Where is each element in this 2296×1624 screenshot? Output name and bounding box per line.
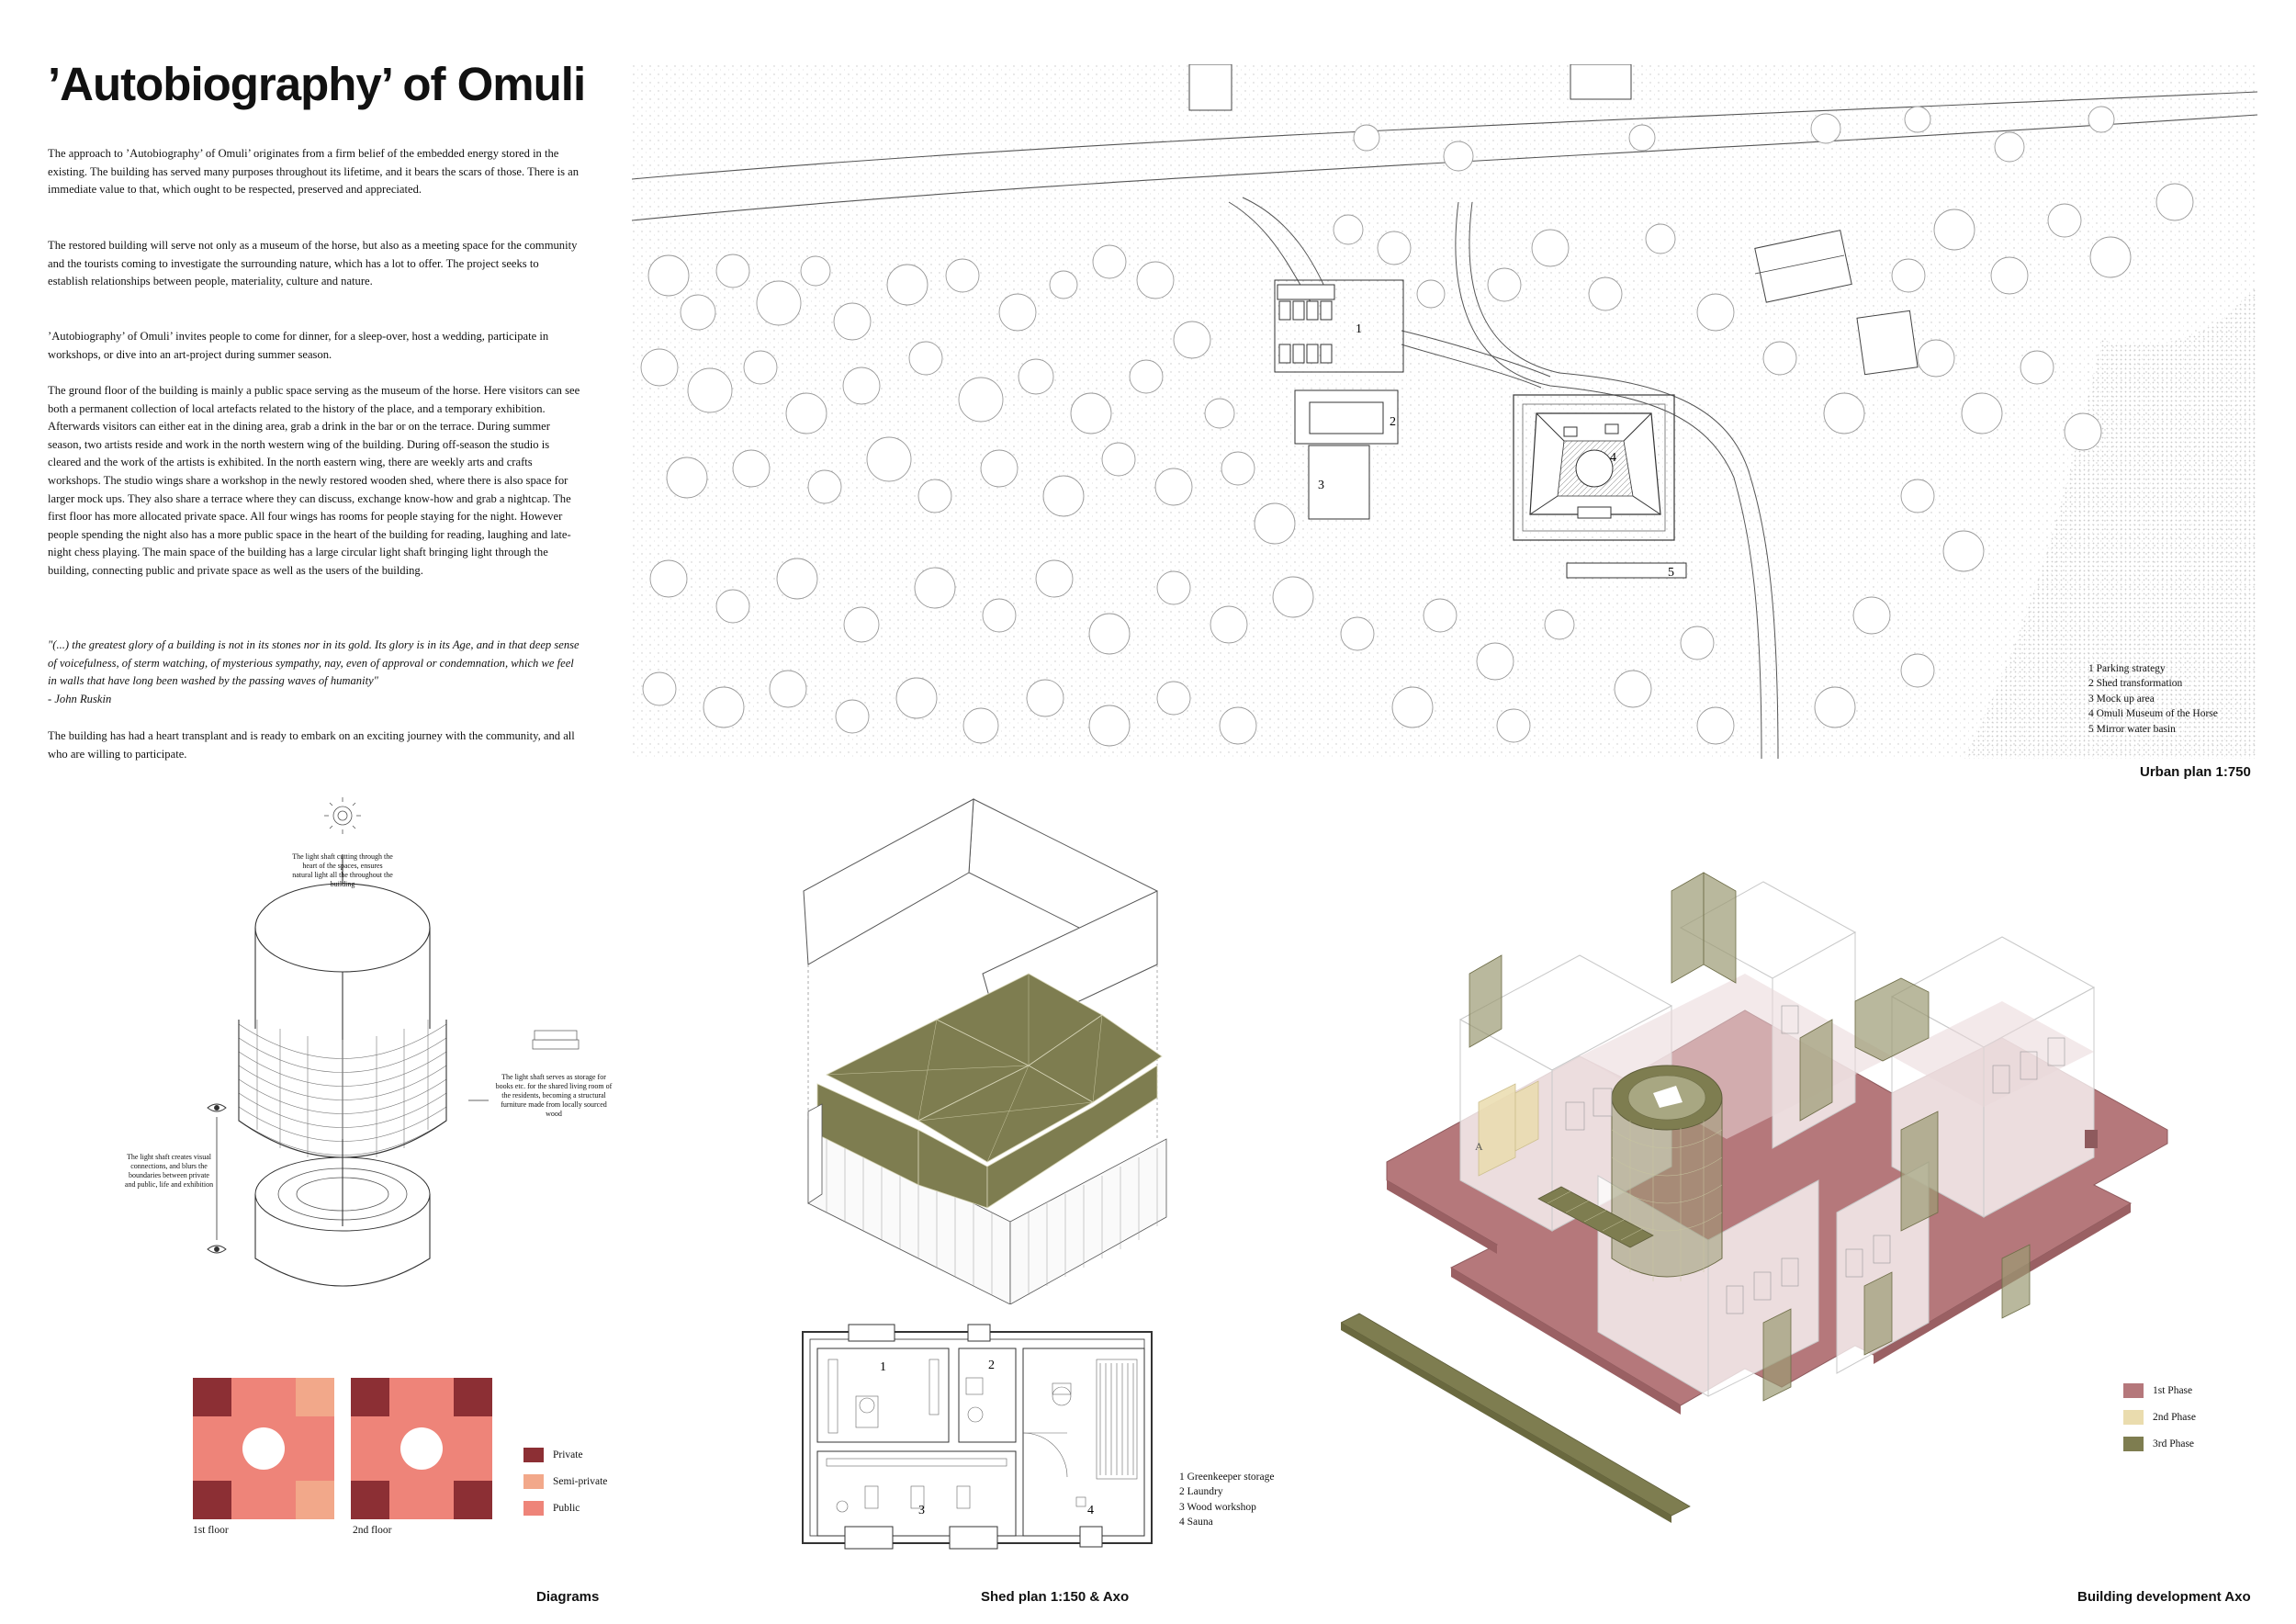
- intro-paragraph-3: ’Autobiography’ of Omuli’ invites people to come for dinner, for a sleep-over, host a wedding, participate in workshops, or dive into an art-project during summer season.: [48, 330, 549, 361]
- floor-diagrams: [193, 1378, 492, 1525]
- swatch-public: [523, 1501, 544, 1516]
- urban-plan: [632, 64, 2257, 759]
- legend-label: Semi-private: [553, 1476, 608, 1487]
- legend-label: 2nd Phase: [2153, 1412, 2196, 1423]
- urban-plan-caption: Urban plan 1:750: [2140, 764, 2251, 780]
- legend-semi-private: [523, 1469, 607, 1495]
- diagrams-caption: Diagrams: [536, 1589, 600, 1605]
- swatch-2nd-phase: [2123, 1410, 2144, 1425]
- shed-caption: Shed plan 1:150 & Axo: [981, 1589, 1130, 1605]
- shed-label-1: 1: [880, 1360, 886, 1374]
- axo-mark: A: [1475, 1140, 1483, 1153]
- shed-label-3: 3: [918, 1504, 925, 1517]
- diagram-annotation-left: The light shaft creates visual connections, and blurs the boundaries between private and public, life and exhibition: [124, 1153, 214, 1189]
- legend-2nd-phase: [2123, 1404, 2196, 1431]
- swatch-semi-private: [523, 1474, 544, 1489]
- plan-label-1: 1: [1356, 322, 1362, 336]
- plan-label-3: 3: [1318, 479, 1324, 492]
- closing-paragraph: The building has had a heart transplant and is ready to embark on an exciting journey with the community, and all who are willing to participate.: [48, 729, 575, 761]
- legend-label: 3rd Phase: [2153, 1438, 2195, 1449]
- light-shaft-cylinder: [1612, 1066, 1722, 1281]
- plan-label-4: 4: [1610, 451, 1616, 465]
- urban-plan-legend: [2088, 661, 2218, 737]
- legend-label: Public: [553, 1503, 580, 1514]
- shed-axo: [790, 790, 1295, 1304]
- swatch-1st-phase: [2123, 1383, 2144, 1398]
- legend-item: 1 Parking strategy: [2088, 663, 2166, 674]
- intro-paragraph-1: The approach to ’Autobiography’ of Omuli’ originates from a firm belief of the embedded energy stored in the existing. The building has served many purposes throughout its lifetime, and it bears the scars of those. There is an immediate value to that, which ought to be respected, preserved and appreciated.: [48, 147, 580, 197]
- swatch-private: [523, 1448, 544, 1462]
- legend-item: 4 Sauna: [1179, 1517, 1213, 1528]
- floor-diagram-2nd: [351, 1378, 492, 1519]
- shed-label-2: 2: [988, 1359, 995, 1372]
- shed-plan: [801, 1323, 1159, 1552]
- legend-label: 1st Phase: [2153, 1385, 2193, 1396]
- floor-diagram-legend: [523, 1442, 607, 1522]
- diagram-annotation-right: The light shaft serves as storage for books etc. for the shared living room of the residents, becoming a structural furniture made from locally sourced wood: [495, 1073, 613, 1118]
- swatch-3rd-phase: [2123, 1437, 2144, 1451]
- legend-private: [523, 1442, 607, 1469]
- floor-label-1st: 1st floor: [193, 1525, 229, 1536]
- legend-item: 2 Shed transformation: [2088, 678, 2183, 690]
- intro-paragraph-4: The ground floor of the building is mainly a public space serving as the museum of the horse. Here visitors can see both a permanent collection of local artefacts related to the history of the place, and a temporary exhibition. Afterwards visitors can either eat in the dining area, grab a drink in the bar or on the terrace. During summer season, two artists reside and work in the north western wing of the building. During off-season the studio is cleared and the work of the artists is exhibited. In the north eastern wing, there are weekly arts and crafts workshops. The studio wings share a workshop in the newly restored wooden shed, where there is also space for larger mock ups. They also share a terrace where they can discuss, exchange know-how and grab a nightcap. The first floor has more allocated private space. All four wings has rooms for people staying for the night. However people spending the night also has a more public space in the heart of the building for reading, laughing and late-night chess playing. The main space of the building has a large circular light shaft bringing light through the building, connecting public and private space as well as the users of the building.: [48, 384, 580, 577]
- plan-label-2: 2: [1390, 415, 1396, 429]
- diagram-annotation-top: The light shaft cutting through the heart of the spaces, ensures natural light all the throughout the building: [292, 852, 393, 888]
- legend-public: [523, 1495, 607, 1522]
- legend-item: 2 Laundry: [1179, 1486, 1223, 1498]
- legend-label: Private: [553, 1449, 583, 1460]
- quote-author: - John Ruskin: [48, 693, 112, 705]
- plan-label-5: 5: [1668, 566, 1674, 580]
- legend-3rd-phase: [2123, 1431, 2196, 1458]
- legend-item: 1 Greenkeeper storage: [1179, 1472, 1275, 1483]
- shed-label-4: 4: [1087, 1504, 1094, 1517]
- development-legend: [2123, 1378, 2196, 1458]
- development-caption: Building development Axo: [2077, 1589, 2251, 1605]
- legend-1st-phase: [2123, 1378, 2196, 1404]
- legend-item: 3 Mock up area: [2088, 693, 2155, 705]
- page-title: ’Autobiography’ of Omuli: [48, 58, 586, 110]
- floor-diagram-1st: [193, 1378, 334, 1519]
- legend-item: 5 Mirror water basin: [2088, 723, 2176, 735]
- legend-item: 3 Wood workshop: [1179, 1501, 1256, 1513]
- legend-item: 4 Omuli Museum of the Horse: [2088, 708, 2218, 720]
- building-development-axo: [1341, 827, 2278, 1580]
- shed-legend: [1179, 1470, 1274, 1530]
- floor-label-2nd: 2nd floor: [353, 1525, 392, 1536]
- ruskin-quote: "(...) the greatest glory of a building is not in its stones nor in its gold. Its glory is in its Age, and in that deep sense of voicefulness, of sterm watching, of mysterious sympathy, nay, even of approval or condemnation, which we feel in walls that have long been washed by the passing waves of humanity": [48, 638, 580, 688]
- light-shaft-diagram: [193, 790, 625, 1304]
- intro-paragraph-2: The restored building will serve not only as a museum of the horse, but also as a meeting space for the community and the tourists coming to investigate the surrounding nature, which has a lot to offer. The project seeks to establish relationships between people, materiality, culture and nature.: [48, 239, 578, 288]
